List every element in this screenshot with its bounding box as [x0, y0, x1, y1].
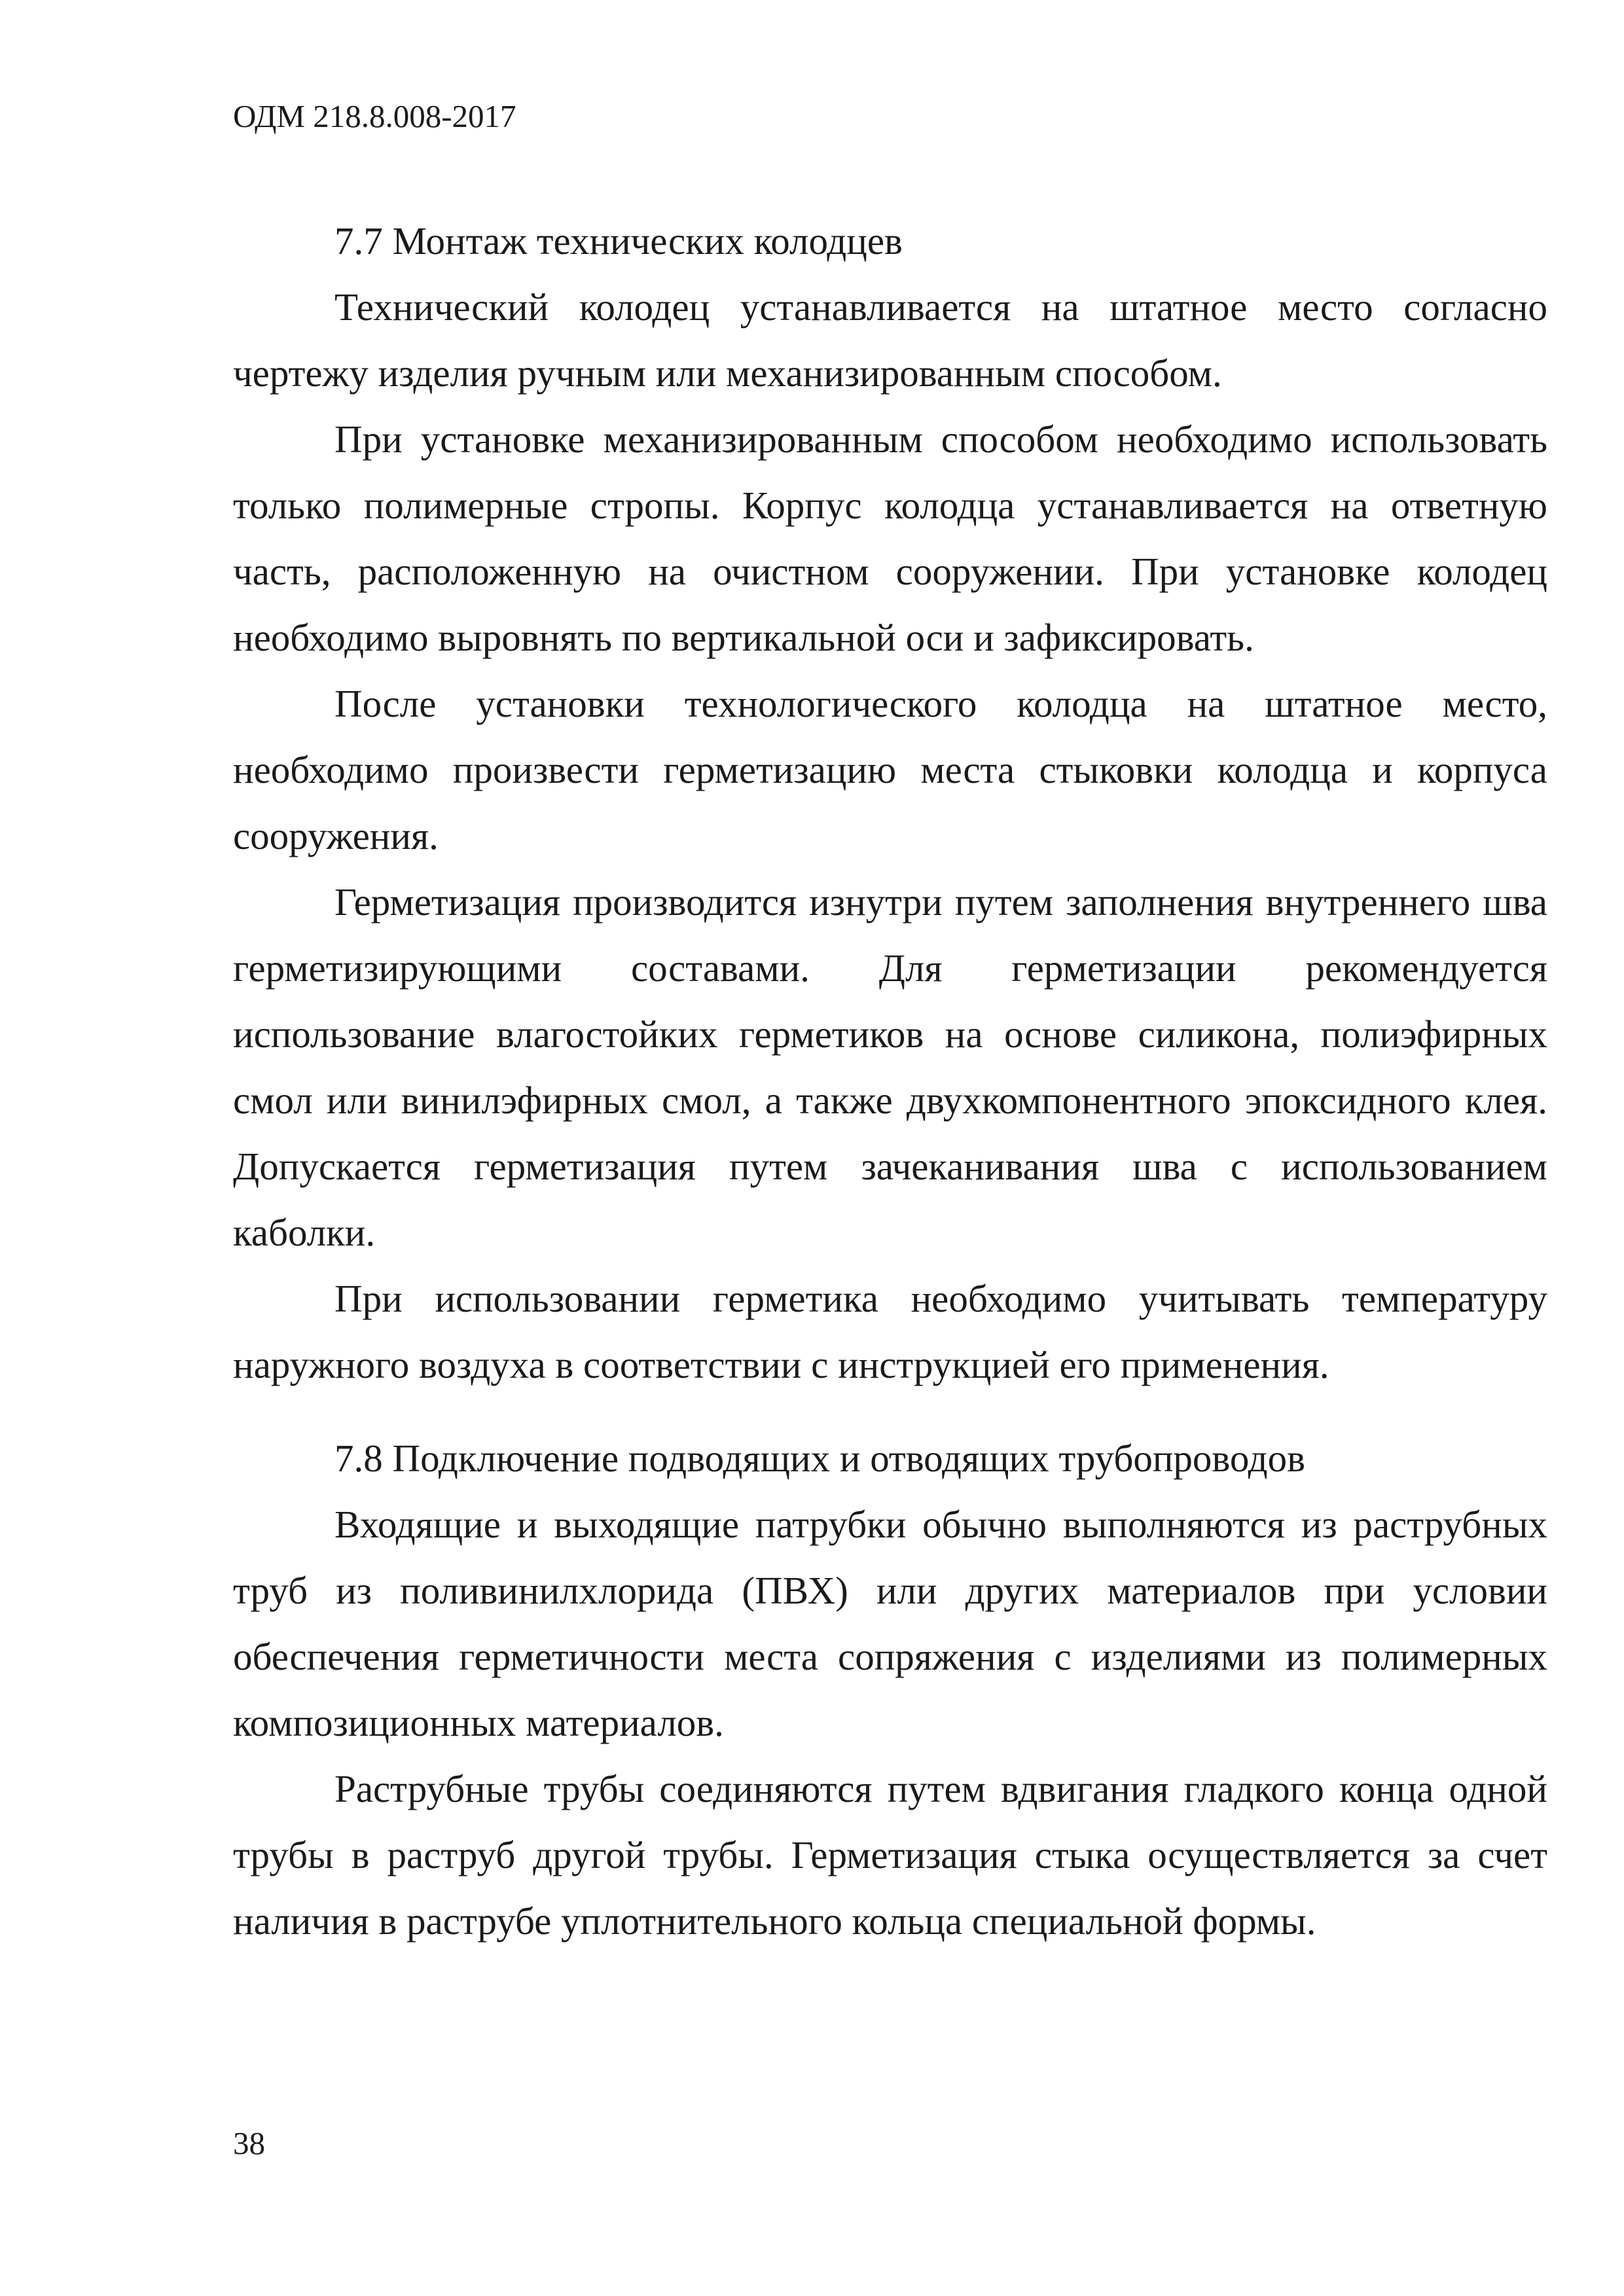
- section-7-8: [233, 1426, 1547, 1954]
- paragraph: При использовании герметика необходимо учитывать температуру наружного воздуха в соответствии с инструкцией его применения.: [233, 1277, 1547, 1386]
- paragraph: При установке механизированным способом необходимо использовать только полимерные стропы. Корпус колодца устанавливается на ответную часть, расположенную на очистном сооружении. При установке колодец необходимо выровнять по вертикальной оси и зафиксировать.: [233, 418, 1547, 659]
- paragraph: Раструбные трубы соединяются путем вдвигания гладкого конца одной трубы в раструб другой трубы. Герметизация стыка осуществляется за счет наличия в раструбе уплотнительного кольца специальной формы.: [233, 1767, 1547, 1943]
- paragraph: Технический колодец устанавливается на штатное место согласно чертежу изделия ручным или механизированным способом.: [233, 285, 1547, 395]
- section-heading: 7.8 Подключение подводящих и отводящих трубопроводов: [334, 1437, 1306, 1480]
- section-7-7: [233, 208, 1547, 1398]
- document-code: ОДМ 218.8.008-2017: [233, 98, 516, 134]
- section-heading: 7.7 Монтаж технических колодцев: [334, 219, 903, 262]
- section-spacer: [233, 1398, 1547, 1426]
- paragraph: Герметизация производится изнутри путем заполнения внутреннего шва герметизирующими составами. Для герметизации рекомендуется использование влагостойких герметиков на основе силикона, полиэфирных смол или винилэфирных смол, а также двухкомпонентного эпоксидного клея. Допускается герметизация путем зачеканивания шва с использованием каболки.: [233, 880, 1547, 1254]
- page-content: [233, 208, 1547, 1954]
- paragraph: Входящие и выходящие патрубки обычно выполняются из раструбных труб из поливинилхлорида (ПВХ) или других материалов при условии обеспечения герметичности места сопряжения с изделиями из полимерных композиционных материалов.: [233, 1503, 1547, 1744]
- paragraph: После установки технологического колодца на штатное место, необходимо произвести герметизацию места стыковки колодца и корпуса сооружения.: [233, 682, 1547, 857]
- page-number: 38: [233, 2125, 265, 2161]
